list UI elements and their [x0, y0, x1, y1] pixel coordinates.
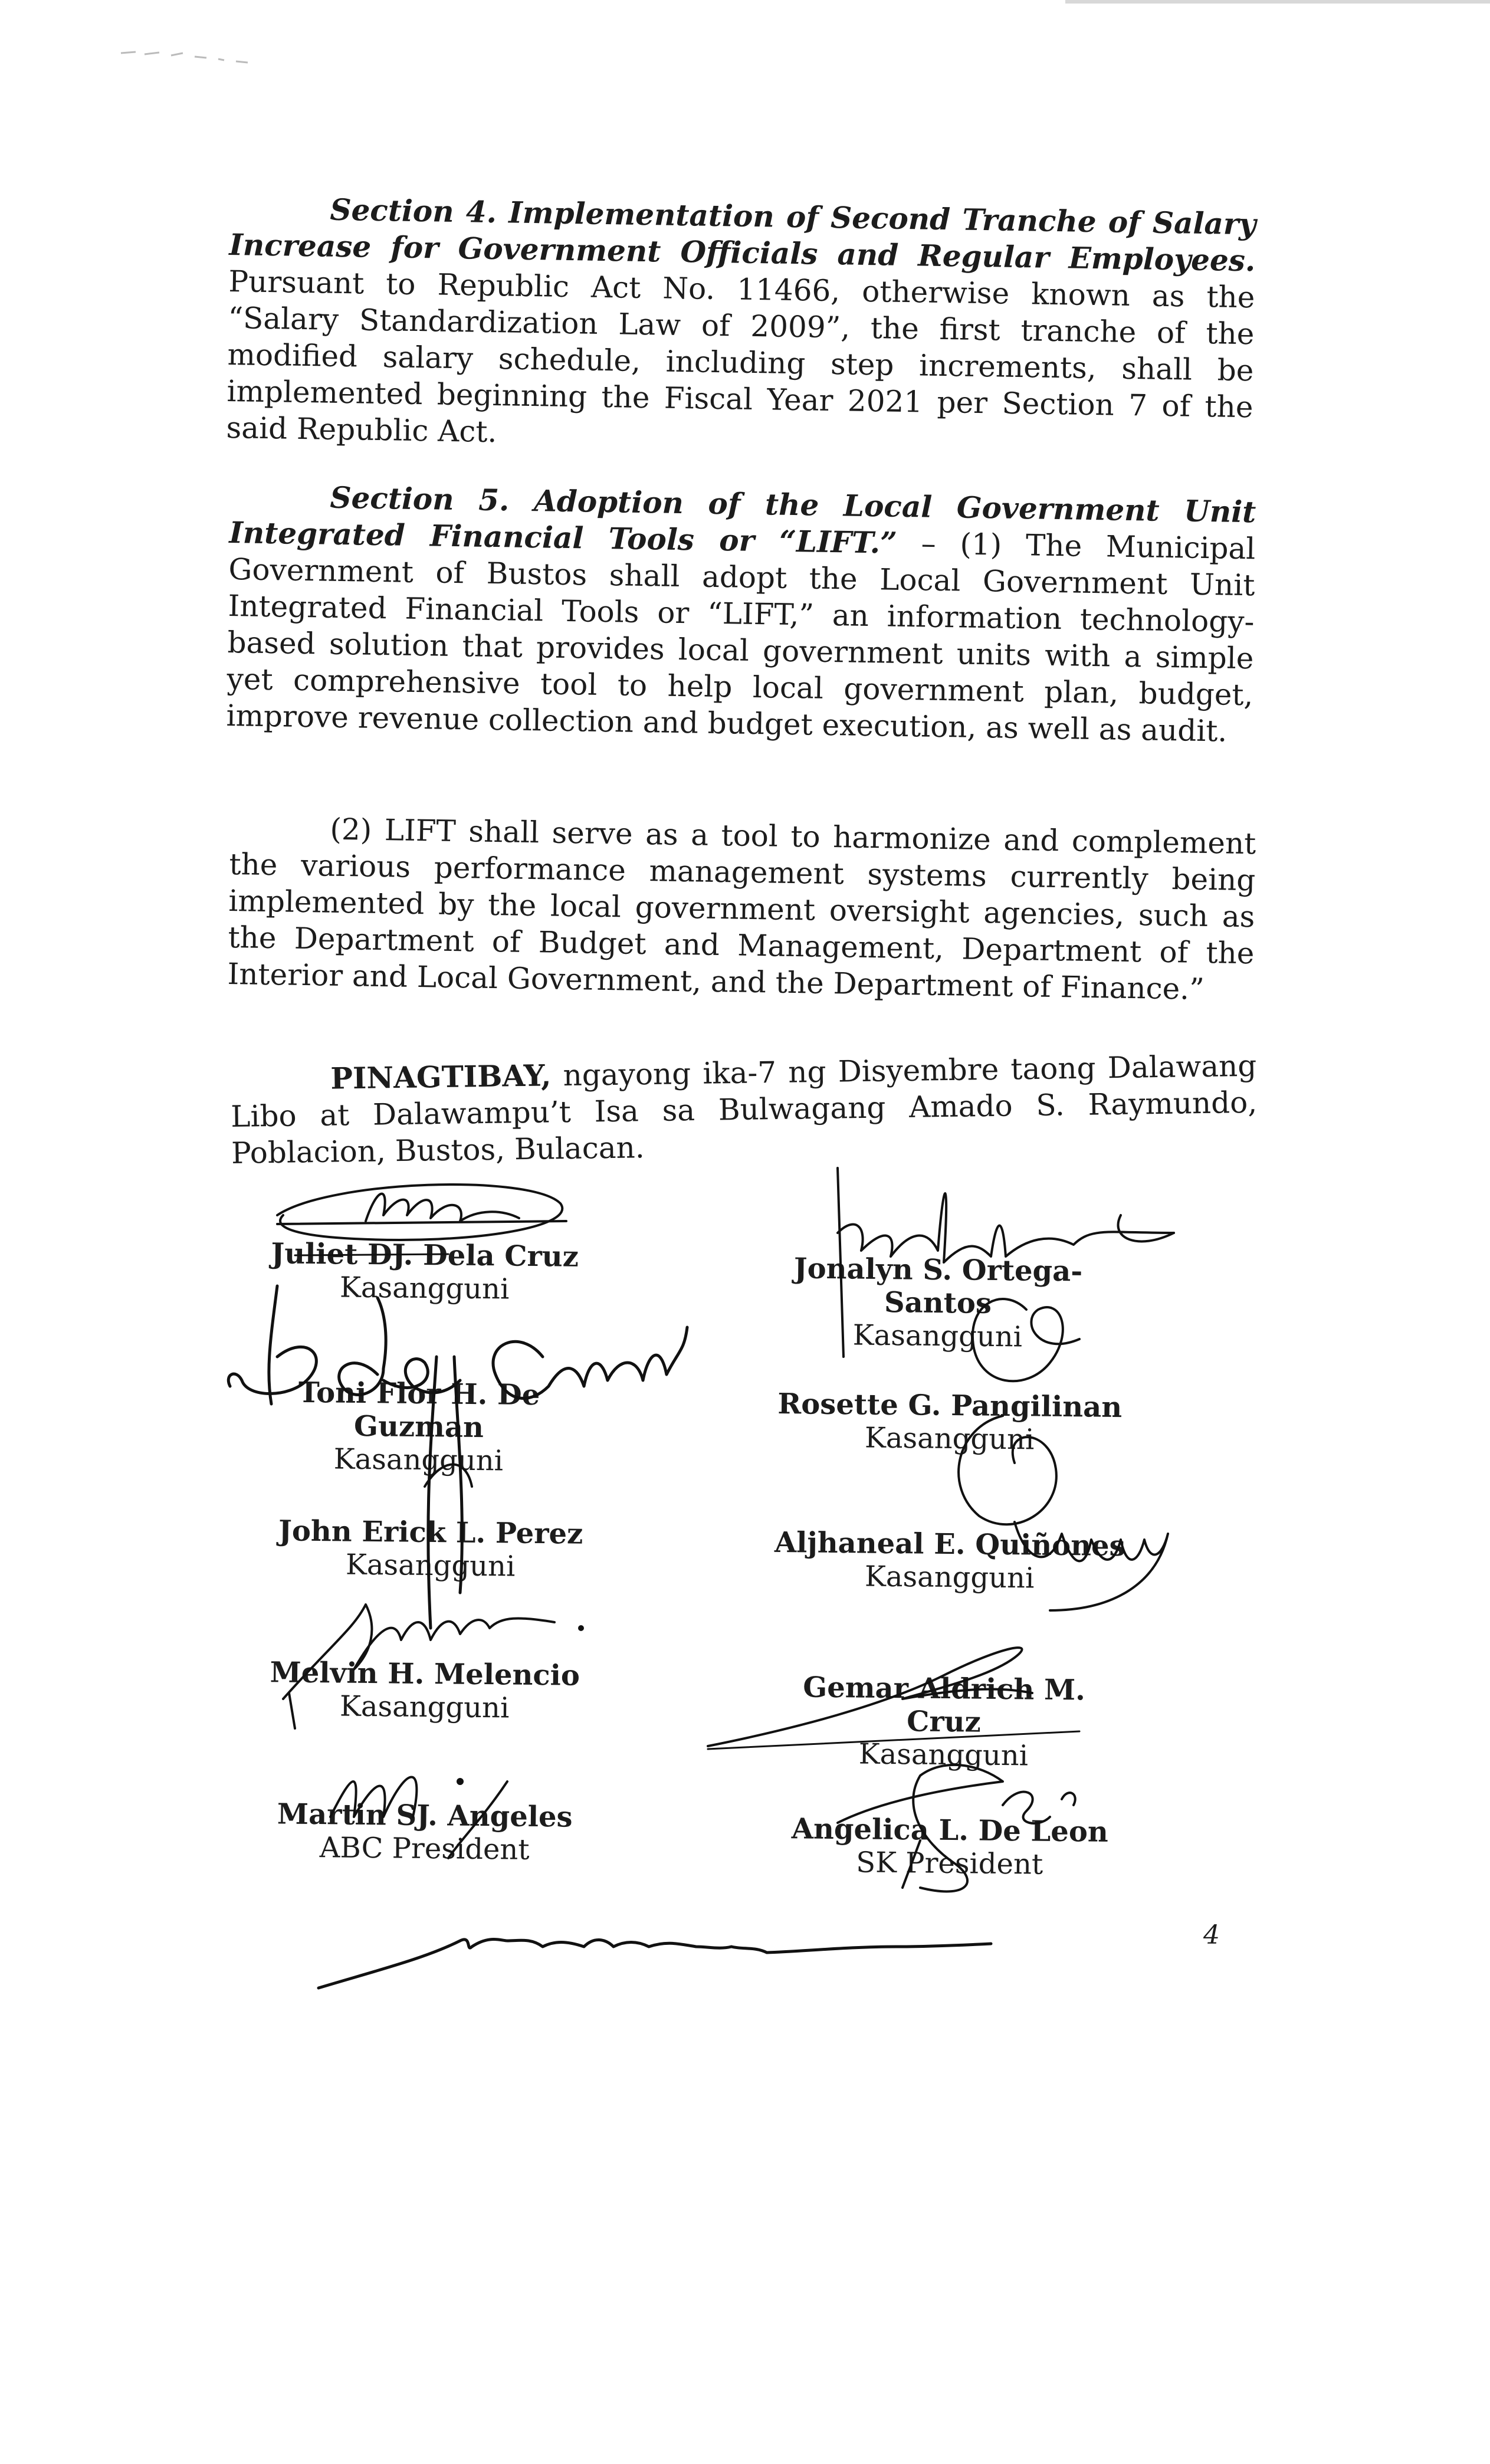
signatory-block — [241, 1656, 608, 1725]
signature — [277, 1185, 562, 1240]
signatory-name: Jonalyn S. Ortega-Santos — [793, 1252, 1083, 1320]
signatory-block — [235, 1376, 602, 1478]
signature — [1118, 1215, 1174, 1241]
signatory-name: Rosette G. Pangilinan — [777, 1387, 1123, 1425]
scan-speck — [118, 41, 254, 65]
signatory-title: Kasangguni — [864, 1560, 1035, 1595]
section-4-text: Pursuant to Republic Act No. 11466, otherwise known as the “Salary Standardization Law of 2009”, the first tranche of the modified salary schedule, including step increments, shall be implemented beginning the Fiscal Year 2021 per Section 7 of the said Republic Act. — [226, 264, 1255, 450]
signatory-title: Kasangguni — [858, 1737, 1029, 1773]
section-5-text: – (1) The Municipal Government of Bustos shall adopt the Local Government Unit Integrated Financial Tools or “LIFT,” an information technology-based solution that provides local government units with a simple yet comprehensive tool to help local government plan, budget, improve revenue collection and budget execution, as well as audit. — [226, 526, 1256, 749]
signatory-block — [766, 1526, 1133, 1596]
signatory-name: John Erick L. Perez — [278, 1514, 583, 1551]
signature — [1062, 1793, 1075, 1805]
signatory-block — [766, 1812, 1133, 1882]
signatory-name: Angelica L. De Leon — [791, 1812, 1109, 1849]
signatory-title: ABC President — [319, 1831, 530, 1866]
signatory-name: Martin SJ. Angeles — [277, 1797, 573, 1834]
signatory-name: Gemar Aldrich M. Cruz — [802, 1671, 1086, 1739]
signature — [838, 1193, 1174, 1262]
signatory-title: Kasangguni — [339, 1271, 510, 1306]
section-5-heading: Section 5. Adoption of the Local Government Unit Integrated Financial Tools or “LIFT.” — [229, 480, 1256, 560]
signatory-block — [766, 1387, 1133, 1457]
signature — [366, 1194, 519, 1221]
signature — [579, 1626, 583, 1630]
signatory-title: Kasangguni — [339, 1689, 510, 1725]
signatory-title: SK President — [855, 1846, 1043, 1881]
signatory-title: Kasangguni — [864, 1421, 1035, 1456]
approval-paragraph — [230, 1048, 1258, 1172]
signatory-block — [754, 1252, 1121, 1354]
section-5-paragraph — [226, 478, 1256, 750]
section-5-paragraph-2-text: (2) LIFT shall serve as a tool to harmonize and complement the various performance management systems currently being implemented by the local government oversight agencies, such as the Department of Budget and Management, Department of the Interior and Local Government, and the Department of Finance.” — [227, 812, 1256, 1006]
signatory-name: Melvin H. Melencio — [270, 1656, 580, 1692]
signatory-name: Juliet DJ. Dela Cruz — [271, 1237, 579, 1274]
signatory-block — [241, 1237, 608, 1307]
signature — [458, 1779, 462, 1784]
approval-lead: PINAGTIBAY, — [330, 1058, 552, 1096]
signatory-title: Kasangguni — [852, 1318, 1023, 1354]
signatory-block — [241, 1797, 608, 1867]
section-4-paragraph — [226, 190, 1256, 462]
section-4-heading: Section 4. Implementation of Second Tranche of Salary Increase for Government Officials and Regular Employees. — [229, 192, 1256, 278]
scan-edge — [1065, 0, 1490, 4]
signatory-name: Aljhaneal E. Quiñones — [774, 1525, 1125, 1563]
signature — [277, 1221, 566, 1224]
signatory-title: Kasangguni — [345, 1548, 516, 1583]
signatory-name: Toni Flor H. De Guzman — [298, 1376, 540, 1445]
signatory-block — [760, 1671, 1127, 1773]
page-number: 4 — [1203, 1920, 1220, 1950]
section-5-paragraph-2 — [227, 809, 1256, 1008]
signatory-block — [247, 1514, 613, 1584]
signature — [319, 1940, 991, 1989]
approval-text: ngayong ika-7 ng Disyembre taong Dalawang Libo at Dalawampu’t Isa sa Bulwagang Amado S. Raymundo, Poblacion, Bustos, Bulacan. — [230, 1048, 1258, 1170]
signatory-title: Kasangguni — [333, 1442, 504, 1478]
